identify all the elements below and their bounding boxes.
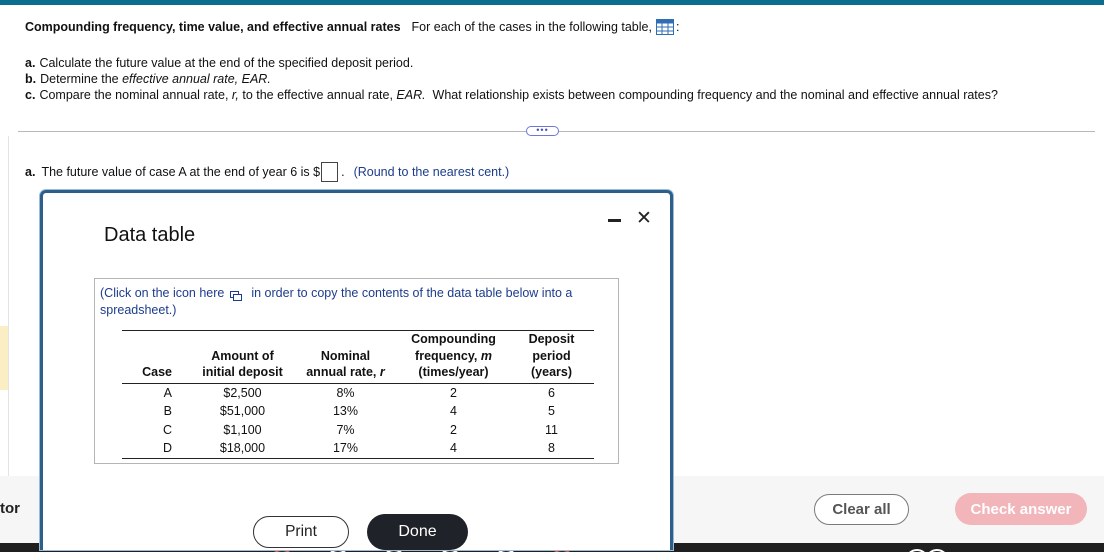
cell-case: B [163,404,172,418]
cell-rate: 17% [332,441,359,455]
part-letter: a. [25,56,36,70]
cell-period: 5 [548,404,555,418]
cell-frequency: 4 [450,404,457,418]
cell-rate: 13% [332,404,359,418]
copy-note-before: (Click on the icon here [100,286,225,300]
footer-left-label: tor [0,500,20,517]
cell-amount: $2,500 [223,385,262,400]
question-colon: : [675,20,680,34]
table-row [122,402,594,421]
cell-period: 8 [548,441,555,455]
check-answer-button[interactable]: Check answer [955,493,1087,525]
minimize-icon[interactable] [608,219,621,222]
deposit-data-table [122,330,594,459]
copy-note-after: in order to copy the contents of the data table below into a spreadsheet.) [100,286,573,317]
cell-rate: 7% [336,422,355,437]
answer-letter: a. [25,165,36,179]
column-header-amount: Amount of initial deposit [202,348,283,379]
cell-frequency: 2 [450,385,457,400]
print-button[interactable]: Print [253,516,349,548]
part-text: Calculate the future value at the end of the specified deposit period. [39,56,414,70]
column-header-frequency: Compounding frequency, m (times/year) [411,332,496,379]
data-table-grid-icon[interactable] [656,19,674,35]
rounding-note: (Round to the nearest cent.) [353,165,510,179]
cell-period: 6 [548,385,555,400]
done-button[interactable]: Done [367,514,468,550]
data-table-panel [94,278,619,464]
cell-frequency: 4 [450,441,457,455]
cell-amount: $51,000 [219,404,266,418]
cell-amount: $18,000 [219,441,266,455]
question-title: Compounding frequency, time value, and effective annual rates [25,20,401,34]
question-part-b [25,71,1095,87]
expand-more-button[interactable]: ••• [526,126,559,136]
answer-part-a [25,162,509,182]
part-letter: b. [25,72,37,86]
part-letter: c. [25,88,36,102]
question-intro: For each of the cases in the following table, [411,20,652,34]
table-header-row [122,331,594,384]
dialog-title: Data table [104,224,196,246]
part-text: Determine the effective annual rate, EAR. [40,72,271,86]
future-value-input[interactable] [321,162,338,182]
answer-period: . [341,165,345,179]
answer-prompt: The future value of case A at the end of year 6 is $ [41,165,321,179]
question-block [25,19,1095,103]
column-header-rate: Nominal annual rate, r [306,348,385,379]
table-row [122,439,594,458]
table-row [122,421,594,440]
cell-case: C [162,422,172,437]
cell-frequency: 2 [450,422,457,437]
column-header-period: Deposit period (years) [528,332,575,379]
cell-case: D [162,441,172,455]
top-accent-bar [0,0,1104,5]
copy-to-spreadsheet-icon[interactable] [230,289,242,299]
table-row [122,383,594,402]
cell-amount: $1,100 [223,422,262,437]
left-edge-line [8,136,9,476]
question-part-c [25,87,1095,103]
copy-instructions [100,285,610,319]
column-header-case: Case [142,365,172,379]
cell-period: 11 [545,422,558,437]
cell-rate: 8% [336,385,355,400]
question-header [25,19,1095,35]
question-part-a [25,55,1095,71]
close-icon[interactable]: ✕ [636,208,652,229]
part-text: Compare the nominal annual rate, r, to the effective annual rate, EAR. What relationship exists between compounding frequency and the nominal and effective annual rates? [39,88,998,102]
data-table-dialog [40,190,673,550]
cell-case: A [163,385,172,400]
left-highlight-stripe [0,326,8,390]
question-parts [25,55,1095,103]
clear-all-button[interactable]: Clear all [814,494,909,525]
